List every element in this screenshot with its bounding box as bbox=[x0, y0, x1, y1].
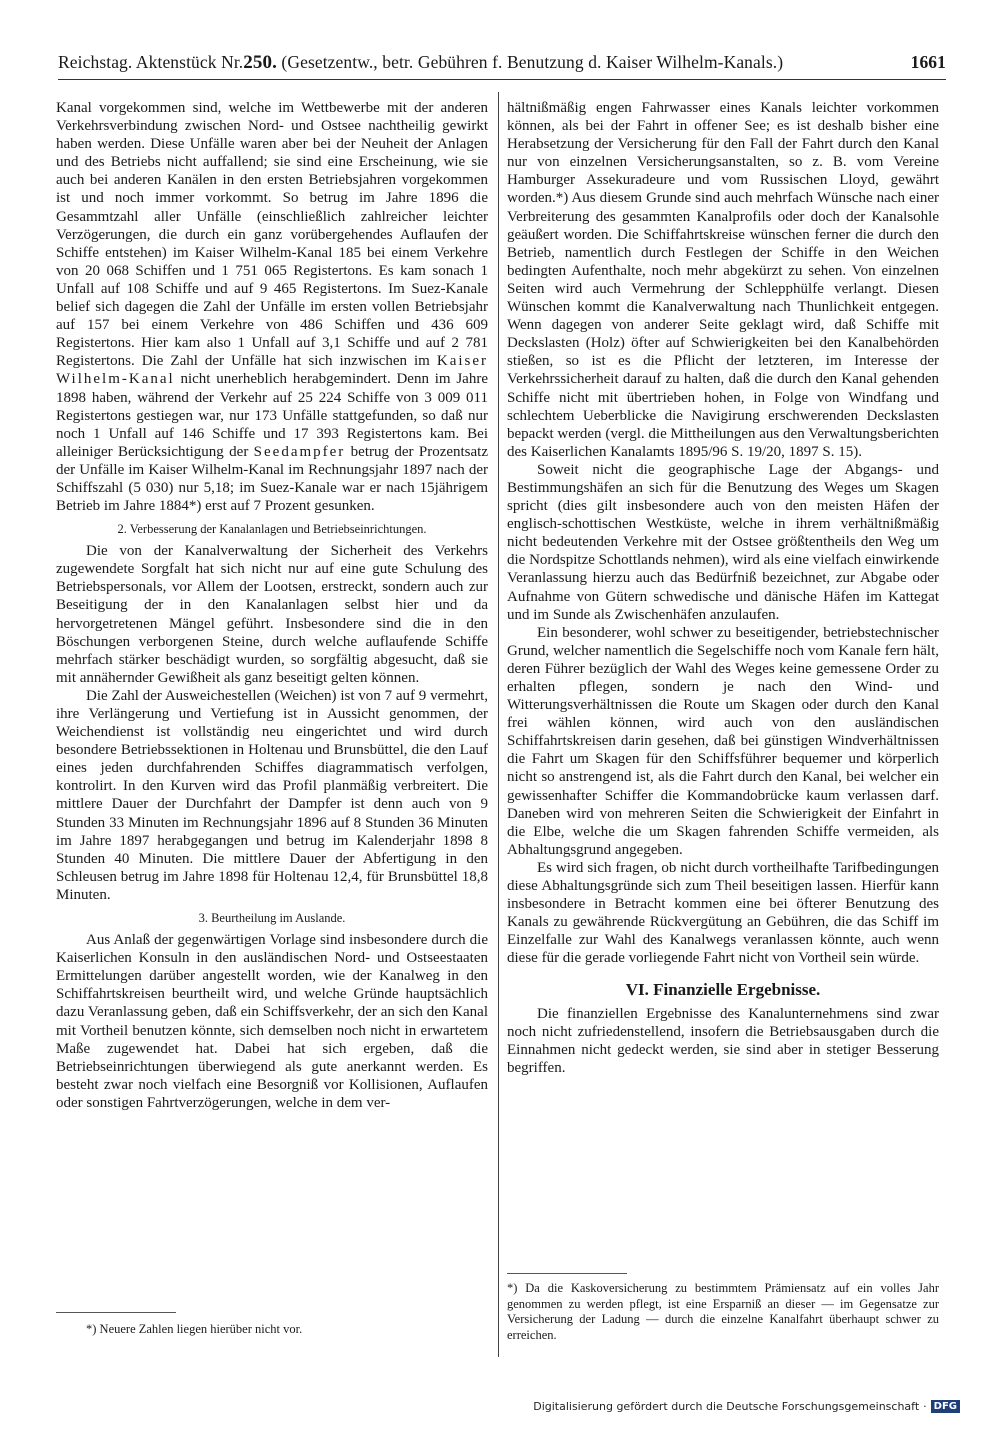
paragraph: Die finanziellen Ergebnisse des Kanalunternehmens sind zwar noch nicht zufriedenstellend, insofern die Betriebsausgaben durch die Einnahmen nicht gedeckt werden, sie sind aber in stetiger Besserung begriffen. bbox=[507, 1005, 939, 1076]
subsection-heading: 2. Verbesserung der Kanalanlagen und Betriebseinrichtungen. bbox=[117, 522, 427, 537]
subsection-heading: 3. Beurtheilung im Auslande. bbox=[198, 911, 346, 926]
document-number: 250. bbox=[243, 52, 277, 73]
left-column bbox=[56, 99, 488, 1112]
section-heading: VI. Finanzielle Ergebnisse. bbox=[625, 979, 821, 999]
right-column bbox=[507, 99, 939, 1077]
dfg-logo-icon: DFG bbox=[931, 1400, 960, 1413]
page-number: 1661 bbox=[910, 52, 946, 72]
footnote: *) Da die Kaskoversicherung zu bestimmtem Prämiensatz auf ein volles Jahr genommen zu werden pflegt, ist eine Ersparniß an dieser — im Gegensatze zur Versicherung der Ladung — durch die einzelne Kanalfahrt überhaupt schwer zu erreichen. bbox=[507, 1281, 939, 1342]
paragraph: Aus Anlaß der gegenwärtigen Vorlage sind insbesondere durch die Kaiserlichen Konsuln in den ausländischen Nord- und Ostseestaaten Ermittelungen darüber angestellt worden, wie der Kanalweg in den Schiffahrtskreisen beurtheilt wird, und welche Gründe hauptsächlich dazu Veranlassung geben, daß ein Schiffsverkehr, der an sich den Kanal mit Vortheil benutzen könnte, sich demselben noch nicht in erwartetem Maße zugewendet hat. Dabei hat sich ergeben, daß die Betriebseinrichtungen überwiegend als gute anerkannt werden. Es besteht zwar noch vielfach eine Besorgniß vor Kollisionen, Auflaufen oder sonstigen Fahrtverzögerungen, welche in dem ver- bbox=[56, 932, 488, 1111]
paragraph: Es wird sich fragen, ob nicht durch vortheilhafte Tarifbedingungen diese Abhaltungsgründe sich zum Theil beseitigen lassen. Hierfür kann insbesondere in Betracht kommen eine bei öfterer Benutzung des Kanals zu gewährende Rückvergütung an Gebühren, die das Schiff im Einzelfalle zur Wahl des Kanalwegs veranlassen könnte, auch wenn diese für die gerade vorliegende Fahrt nicht von Vortheil sein würde. bbox=[507, 859, 939, 967]
paragraph: Die Zahl der Ausweichestellen (Weichen) ist von 7 auf 9 vermehrt, ihre Verlängerung und Vertiefung ist in Aussicht genommen, der Weichendienst ist vollständig neu eingerichtet und wird durch besondere Betriebssektionen in Holtenau und Brunsbüttel, die den Lauf eines jeden durchfahrenden Schiffes diagrammatisch verfolgen, kontrolirt. In den Kurven wird das Profil planmäßig verbreitert. Die mittlere Dauer der Durchfahrt der Dampfer ist denn auch von 9 Stunden 33 Minuten im Rechnungsjahr 1896 auf 8 Stunden 36 Minuten im Jahre 1897 herabgegangen und betrug im Kalenderjahr 1898 8 Stunden 40 Minuten. Die mittlere Dauer der Abfertigung in den Schleusen betrug im Jahre 1898 für Holtenau 12,4, für Brunsbüttel 18,8 Minuten. bbox=[56, 687, 488, 903]
footnote-rule bbox=[56, 1312, 176, 1313]
header-subject: (Gesetzentw., betr. Gebühren f. Benutzung d. Kaiser Wilhelm-Kanals.) bbox=[281, 52, 784, 72]
header-rule bbox=[58, 79, 946, 80]
column-divider bbox=[498, 92, 499, 1357]
separator-dot: · bbox=[923, 1400, 927, 1413]
paragraph: Ein besonderer, wohl schwer zu beseitigender, betriebstechnischer Grund, welcher namentlich die Segelschiffe noch vom Kanale fern hält, deren Führer bezüglich der Wahl des Weges keine gemessene Order zu erhalten pflegen, sondern je nach den Wind- und Witterungsverhältnissen die Route um Skagen oder durch den Kanal frei wählen können, wird auch von den ausländischen Schiffahrtskreisen darin gesehen, daß bei günstigen Windverhältnissen die Fahrt um Skagen für den Schiffsführer bequemer und körperlich nicht so anstrengend ist, als die Fahrt durch den Kanal, bei welcher ein gewissenhafter Schiffer die Kommandobrücke kaum verlassen darf. Daneben wird von mehreren Seiten die Schwierigkeit der Einfahrt in die Elbe, welche die um Skagen fahrenden Schiffe vermeiden, als Abhaltungsgrund angegeben. bbox=[507, 624, 939, 858]
credit-text: Digitalisierung gefördert durch die Deutsche Forschungsgemeinschaft bbox=[533, 1400, 920, 1413]
page-header bbox=[58, 52, 946, 74]
footnote: *) Neuere Zahlen liegen hierüber nicht vor. bbox=[86, 1322, 303, 1336]
paragraph: Die von der Kanalverwaltung der Sicherheit des Verkehrs zugewendete Sorgfalt hat sich nicht nur auf eine gute Schulung des Betriebspersonals, vor Allem der Lootsen, erstreckt, sondern auch zur Beseitigung der in den Kanalanlagen selbst hier und da hervorgetretenen Mängel geführt. Insbesondere sind die in den Böschungen verborgenen Steine, durch welche auflaufende Schiffe mehrfach stärker beschädigt wurden, so sorgfältig abgesucht, daß sie mit annähernder Gewißheit als ganz beseitigt gelten können. bbox=[56, 543, 488, 686]
running-title bbox=[58, 52, 901, 74]
digitization-credit bbox=[533, 1400, 960, 1413]
footnote-rule bbox=[507, 1273, 627, 1274]
paragraph: hältnißmäßig engen Fahrwasser eines Kanals leichter vorkommen können, als bei der Fahrt in offener See; es ist deshalb bisher eine Herabsetzung der Versicherung für den Fall der Fahrt durch den Kanal nur von einzelnen Versicherungsanstalten, so z. B. vom Vereine Hamburger Assekuradeure und vom Russischen Lloyd, gewährt worden.*) Aus diesem Grunde sind auch mehrfach Wünsche nach einer Verbreiterung des gesammten Kanalprofils oder doch der Kanalsohle geäußert worden. Die Schiffahrtskreise wünschen ferner die durch den Betrieb, namentlich durch Festlegen der Schiffe in den Weichen bedingten Aufenthalte, noch mehr abgekürzt zu sehen. Von einzelnen Seiten wird auch Vermehrung der Schlepphülfe verlangt. Diesen Wünschen kommt die Kanalverwaltung nach Thunlichkeit entgegen. Wenn dagegen von anderer Seite geklagt wird, daß Schiffe mit Deckslasten (Holz) öfter auf Schwierigkeiten bei den Kanalbehörden stießen, so ist es die Pflicht der letzteren, im Interesse der Verkehrssicherheit darauf zu halten, daß die durch den Kanal gehenden Schiffe nicht mit übertrieben hohen, in Folge von Windfang und schlechtem Ueberblicke die Navigirung erschwerenden Deckslasten bepackt werden (vergl. die Mittheilungen aus den Verwaltungsberichten des Kaiserlichen Kanalamts 1895/96 S. 19/20, 1897 S. 15). bbox=[507, 100, 939, 460]
paragraph: Soweit nicht die geographische Lage der Abgangs- und Bestimmungshäfen an sich für die Benutzung des Weges um Skagen spricht (dies gilt insbesondere auch von den meisten Häfen der englisch-schottischen Westküste, welche in ihrem verhältnißmäßig nicht bedeutenden Verkehre mit der Ostsee größtentheils den Weg um die Nordspitze Schottlands nehmen), wird als eine vielfach einwirkende Veranlassung hierzu auch das Bedürfniß bezeichnet, zur Abgabe oder Aufnahme von Gütern schwedische und dänische Häfen im Kattegat und im Sunde als Zwischenhäfen anzulaufen. bbox=[507, 461, 939, 623]
header-prefix: Reichstag. Aktenstück Nr. bbox=[58, 52, 244, 72]
paragraph: Kanal vorgekommen sind, welche im Wettbewerbe mit der anderen Verkehrsverbindung zwischen Nord- und Ostsee nachtheilig gewirkt haben werden. Diese Unfälle waren aber bei der Neuheit der Anlagen und des Betriebs nicht auffallend; sie sind eine Erscheinung, wie sie auch bei anderen Kanälen in den ersten Betriebsjahren vorgekommen ist und noch immer vorkommt. So betrug im Jahre 1896 die Gesammtzahl aller Unfälle (einschließlich zahlreicher leichter Verzögerungen, die durch ein ganz vorübergehendes Auflaufen der Schiffe entstehen) im Kaiser Wilhelm-Kanal 185 bei einem Verkehre von 20 068 Schiffen und 1 751 065 Registertons. Es kam sonach 1 Unfall auf 108 Schiffe und auf 9 465 Registertons. Im Suez-Kanale belief sich dagegen die Zahl der Unfälle im ersten vollen Betriebsjahr auf 157 bei einem Verkehre von 486 Schiffen und 436 609 Registertons. Hier kam also 1 Unfall auf 3,1 Schiffe und auf 2 781 Registertons. Die Zahl der Unfälle hat sich inzwischen im Kaiser Wilhelm-Kanal nicht unerheblich herabgemindert. Denn im Jahre 1898 haben, während der Verkehr auf 25 224 Schiffe von 3 009 011 Registertons gestiegen war, nur 173 Unfälle stattgefunden, so daß nur noch 1 Unfall auf 146 Schiffe und 17 393 Registertons kam. Bei alleiniger Berücksichtigung der Seedampfer betrug der Prozentsatz der Unfälle im Kaiser Wilhelm-Kanal im Rechnungsjahr 1897 nach der Schiffszahl (5 030) nur 5,18; im Suez-Kanale war er nach 15jährigem Betrieb im Jahre 1884*) erst auf 7 Prozent gesunken. bbox=[56, 100, 489, 515]
